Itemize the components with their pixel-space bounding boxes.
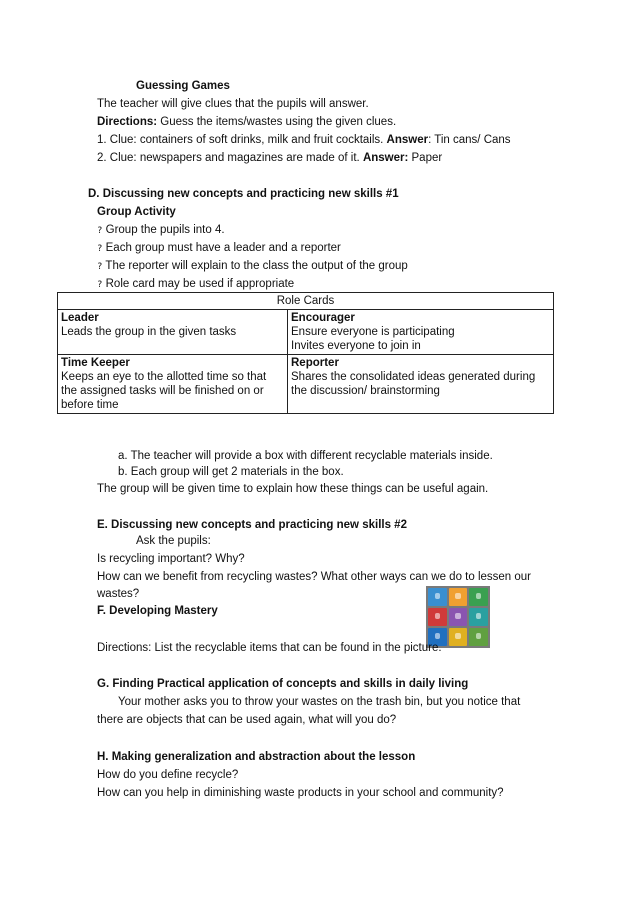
recycle-tile xyxy=(469,588,488,606)
bullet-icon: ? xyxy=(97,262,103,272)
guessing-games-title: Guessing Games xyxy=(136,80,230,92)
timekeeper-title: Time Keeper xyxy=(61,357,130,369)
recycle-tile xyxy=(428,608,447,626)
section-g-heading: G. Finding Practical application of concepts and skills in daily living xyxy=(97,678,469,690)
group-activity-label: Group Activity xyxy=(97,206,176,218)
bullet-icon: ? xyxy=(97,280,103,290)
recycle-tile xyxy=(469,628,488,646)
encourager-desc: Ensure everyone is participating xyxy=(291,326,455,338)
bullet-text: The reporter will explain to the class the output of the group xyxy=(105,260,408,272)
clue-1-answer: : Tin cans/ Cans xyxy=(428,134,511,146)
bullet-item xyxy=(97,277,294,292)
recyclable-items-picture xyxy=(426,586,490,648)
clue-2-answer: Paper xyxy=(408,152,443,164)
encourager-title: Encourager xyxy=(291,312,355,324)
section-g-line-2: there are objects that can be used again, what will you do? xyxy=(97,714,397,726)
section-f-heading: F. Developing Mastery xyxy=(97,605,218,617)
section-f-directions: Directions: List the recyclable items that can be found in the picture. xyxy=(97,642,442,654)
clue-1-text: 1. Clue: containers of soft drinks, milk and fruit cocktails. xyxy=(97,134,387,146)
recycle-tile xyxy=(449,588,468,606)
directions-label: Directions: xyxy=(97,116,158,128)
bullet-icon: ? xyxy=(97,226,103,236)
recycle-tile xyxy=(449,628,468,646)
timekeeper-cell xyxy=(58,355,288,414)
clue-2-text: 2. Clue: newspapers and magazines are made of it. xyxy=(97,152,363,164)
bullet-text: Role card may be used if appropriate xyxy=(105,278,295,290)
bullet-item xyxy=(97,223,225,238)
role-cards-header: Role Cards xyxy=(58,293,554,310)
question-2: How can we benefit from recycling wastes? What other ways can we do to lessen our xyxy=(97,571,532,583)
section-h-question-2: How can you help in diminishing waste products in your school and community? xyxy=(97,787,504,799)
reporter-desc: Shares the consolidated ideas generated during xyxy=(291,371,536,383)
section-g-line-1: Your mother asks you to throw your wastes on the trash bin, but you notice that xyxy=(118,696,521,708)
clue-2 xyxy=(97,151,442,165)
clue-1-answer-label: Answer xyxy=(386,134,429,146)
section-h-question-1: How do you define recycle? xyxy=(97,769,239,781)
games-directions xyxy=(97,115,396,129)
encourager-cell xyxy=(288,310,554,355)
leader-title: Leader xyxy=(61,312,99,324)
timekeeper-desc: before time xyxy=(61,399,119,411)
encourager-desc: Invites everyone to join in xyxy=(291,340,421,352)
leader-cell xyxy=(58,310,288,355)
section-d-heading: D. Discussing new concepts and practicing new skills #1 xyxy=(88,188,399,200)
timekeeper-desc: Keeps an eye to the allotted time so that xyxy=(61,371,267,383)
reporter-title: Reporter xyxy=(291,357,339,369)
timekeeper-desc: the assigned tasks will be finished on or xyxy=(61,385,264,397)
reporter-desc: the discussion/ brainstorming xyxy=(291,385,440,397)
question-2-cont: wastes? xyxy=(97,588,140,600)
ask-pupils: Ask the pupils: xyxy=(136,535,211,547)
reporter-cell xyxy=(288,355,554,414)
recycle-tile xyxy=(449,608,468,626)
step-b: b. Each group will get 2 materials in the box. xyxy=(118,466,344,478)
leader-desc: Leads the group in the given tasks xyxy=(61,326,237,338)
step-a: a. The teacher will provide a box with different recyclable materials inside. xyxy=(118,450,493,462)
section-e-heading: E. Discussing new concepts and practicing new skills #2 xyxy=(97,519,407,531)
directions-text: Guess the items/wastes using the given clues. xyxy=(157,116,397,128)
section-h-heading: H. Making generalization and abstraction about the lesson xyxy=(97,751,416,763)
recycle-tile xyxy=(469,608,488,626)
clue-1 xyxy=(97,133,511,147)
bullet-item xyxy=(97,259,408,274)
recycle-tile xyxy=(428,588,447,606)
role-cards-table xyxy=(57,292,554,414)
steps-after: The group will be given time to explain how these things can be useful again. xyxy=(97,483,489,495)
bullet-item xyxy=(97,241,341,256)
clue-2-answer-label: Answer: xyxy=(362,152,409,164)
bullet-icon: ? xyxy=(97,244,103,254)
question-1: Is recycling important? Why? xyxy=(97,553,245,565)
games-intro: The teacher will give clues that the pupils will answer. xyxy=(97,98,369,110)
bullet-text: Each group must have a leader and a reporter xyxy=(105,242,341,254)
bullet-text: Group the pupils into 4. xyxy=(105,224,225,236)
